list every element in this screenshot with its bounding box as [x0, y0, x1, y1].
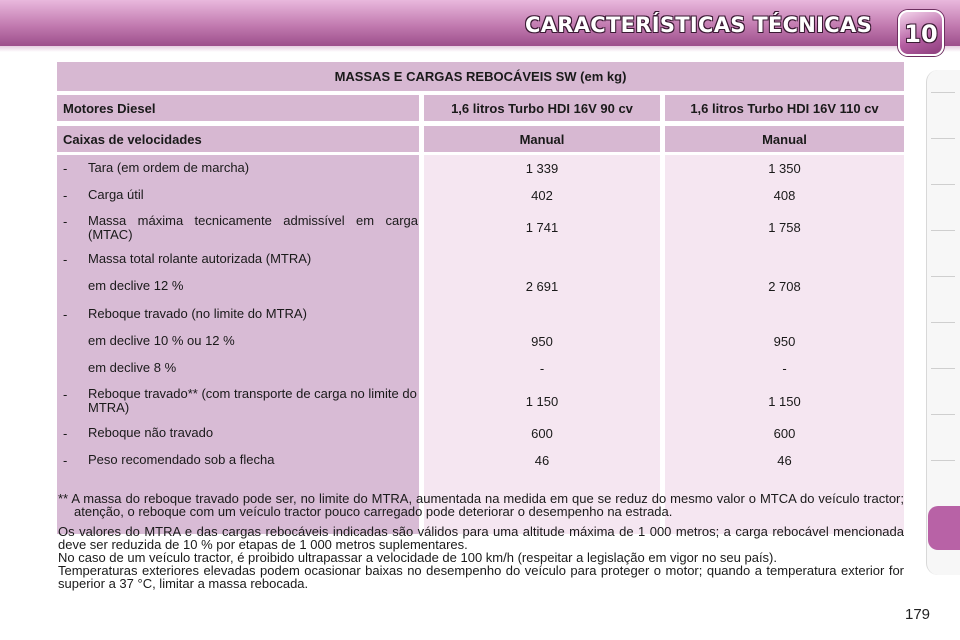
side-tab-divider: [931, 138, 955, 139]
engine-label: Motores Diesel: [57, 95, 419, 121]
engine-110cv: 1,6 litros Turbo HDI 16V 110 cv: [665, 95, 904, 121]
row-label: Reboque não travado: [88, 425, 214, 440]
row-dash: -: [63, 453, 68, 468]
row-value-110cv: 600: [773, 426, 796, 441]
row-label: Carga útil: [88, 187, 144, 202]
row-dash: -: [63, 307, 68, 322]
side-tab-divider: [931, 414, 955, 415]
row-value-90cv: 600: [531, 426, 553, 441]
row-dash: -: [63, 188, 68, 203]
active-chapter-tab[interactable]: [928, 506, 960, 550]
row-value-90cv: 1 150: [525, 394, 559, 409]
gearbox-110cv: Manual: [665, 126, 904, 152]
side-tab-divider: [931, 184, 955, 185]
notes-body: [58, 525, 904, 590]
row-value-90cv: 46: [534, 453, 550, 468]
gearbox-header-row: [57, 126, 904, 152]
footnote-text: A massa do reboque travado pode ser, no limite do MTRA, aumentada na medida em que se reduz do mesmo valor o MTCA do veículo tractor; atenção, o reboque com um veículo tractor pouco carregado pode deteriorar o desempenho na estrada.: [71, 491, 905, 519]
row-dash: -: [63, 214, 68, 229]
row-value-110cv: -: [782, 361, 787, 376]
row-value-110cv: 408: [773, 188, 796, 203]
row-value-90cv: 402: [531, 188, 553, 203]
row-label: Peso recomendado sob a flecha: [88, 452, 275, 467]
page-header: [0, 0, 960, 62]
row-dash: -: [63, 387, 68, 402]
row-label: em declive 10 % ou 12 %: [88, 333, 235, 348]
side-tab-divider: [931, 368, 955, 369]
page-number: 179: [905, 606, 931, 623]
side-tab-divider: [931, 322, 955, 323]
section-title: CARACTERÍSTICAS TÉCNICAS: [525, 13, 872, 37]
row-value-110cv: 2 708: [768, 279, 801, 294]
row-label: em declive 8 %: [88, 360, 177, 375]
row-value-110cv: 46: [777, 453, 792, 468]
row-value-110cv: 1 350: [768, 161, 801, 176]
side-tab-divider: [931, 92, 955, 93]
footnote: [58, 492, 904, 518]
gearbox-90cv: Manual: [424, 126, 660, 152]
header-band-shine: [0, 46, 960, 52]
chapter-number: 10: [904, 20, 938, 48]
side-tab-divider: [931, 460, 955, 461]
row-value-110cv: 950: [773, 334, 796, 349]
row-label: em declive 12 %: [88, 278, 184, 293]
engine-90cv: 1,6 litros Turbo HDI 16V 90 cv: [424, 95, 660, 121]
row-value-90cv: 1 741: [525, 220, 559, 235]
table-title: MASSAS E CARGAS REBOCÁVEIS SW (em kg): [57, 62, 904, 91]
row-label: Massa total rolante autorizada (MTRA): [88, 251, 312, 266]
gearbox-label: Caixas de velocidades: [57, 126, 419, 152]
row-dash: -: [63, 252, 68, 267]
row-value-90cv: 2 691: [525, 279, 559, 294]
chapter-side-tabs: [926, 70, 960, 575]
row-value-110cv: 1 758: [768, 220, 801, 235]
note-paragraph: Temperaturas exteriores elevadas podem ocasionar baixas no desempenho do veículo para proteger o motor; quando a temperatura exterior for superior a 37 °C, limitar a massa rebocada.: [58, 563, 904, 591]
row-label: Reboque travado** (com transporte de carga no limite do MTRA): [88, 386, 417, 415]
engine-header-row: [57, 95, 904, 121]
row-dash: -: [63, 161, 68, 176]
row-value-110cv: 1 150: [768, 394, 801, 409]
footnote-marker: **: [58, 491, 69, 506]
side-tab-divider: [931, 276, 955, 277]
note-paragraph: No caso de um veículo tractor, é proibido ultrapassar a velocidade de 100 km/h (respeitar a legislação em vigor no seu país).: [58, 550, 777, 565]
chapter-badge: [898, 10, 944, 56]
row-dash: -: [63, 426, 68, 441]
row-label: Massa máxima tecnicamente admissível em carga (MTAC): [88, 213, 418, 242]
row-label: Reboque travado (no limite do MTRA): [88, 306, 307, 321]
side-tab-divider: [931, 230, 955, 231]
row-label: Tara (em ordem de marcha): [88, 160, 250, 175]
note-paragraph: Os valores do MTRA e das cargas rebocáveis indicadas são válidos para uma altitude máxima de 1 000 metros; a carga rebocável mencionada deve ser reduzida de 10 % por etapas de 1 000 metros suplementares.: [58, 524, 904, 552]
row-value-90cv: -: [539, 361, 545, 376]
row-value-90cv: 1 339: [525, 161, 559, 176]
row-value-90cv: 950: [531, 334, 553, 349]
